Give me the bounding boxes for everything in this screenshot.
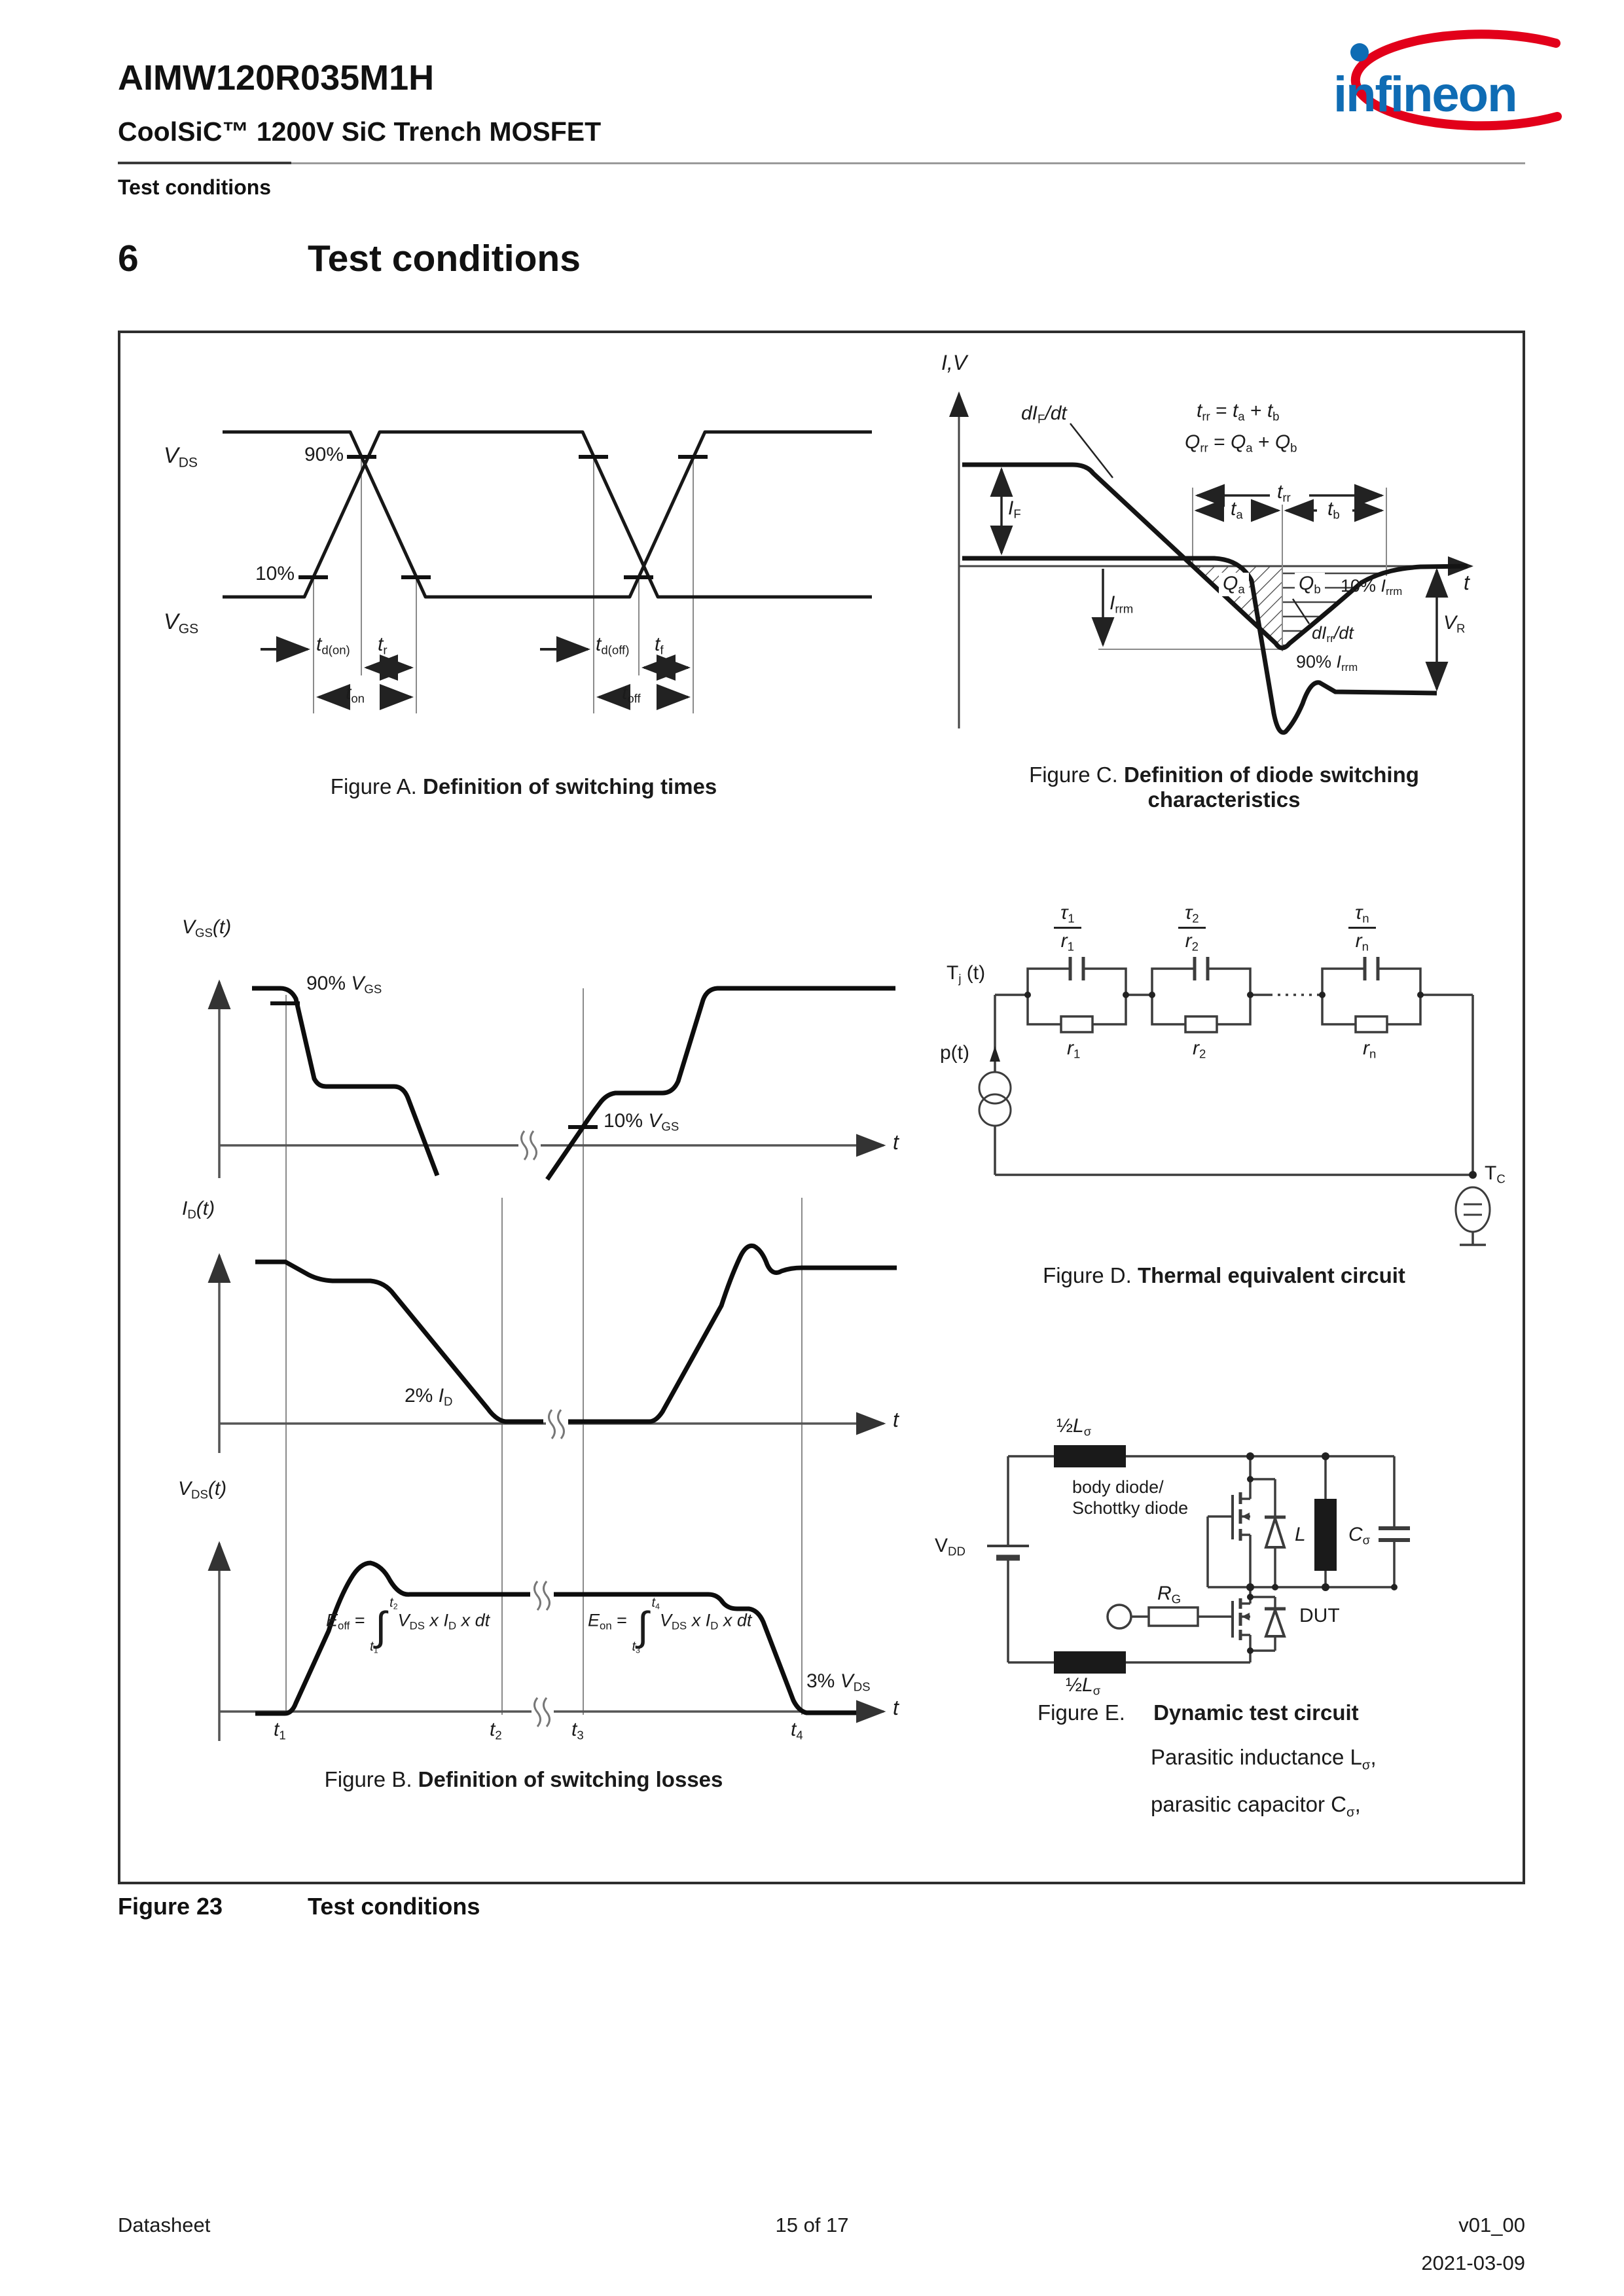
- figure-c-caption: Figure C. Definition of diode switching characteristics: [1029, 762, 1419, 812]
- high-side-diode-icon: [1265, 1517, 1286, 1547]
- figure-b-vgs-graphic: [164, 890, 916, 1198]
- body-diode-label-line2: Schottky diode: [1072, 1498, 1189, 1518]
- tj-label: $T_j$ (t): [947, 962, 986, 986]
- footer-page-number: 15 of 17: [775, 2214, 849, 2236]
- tb-label: $t_b$: [1324, 498, 1344, 522]
- b3-t-axis-label: t: [893, 1696, 899, 1719]
- section-title: Test conditions: [308, 238, 581, 279]
- id-t-waveform-fall: [255, 1262, 543, 1422]
- logo-i-dot-icon: [1350, 43, 1369, 62]
- id-t-axis-label: $I_D(t)$: [182, 1198, 215, 1221]
- vds-axis-label: $V_{DS}$: [164, 443, 198, 471]
- vdd-label: $V_{DD}$: [935, 1535, 965, 1558]
- gate-resistor: [1149, 1607, 1198, 1626]
- r2-label: $r_2$: [1193, 1037, 1206, 1061]
- irrm-label: $I_{rrm}$: [1110, 592, 1134, 616]
- footer-date: 2021-03-09: [1421, 2251, 1525, 2274]
- dut-label: DUT: [1299, 1605, 1340, 1626]
- load-inductor: [1314, 1499, 1337, 1571]
- figure-a-caption: Figure A. Definition of switching times: [330, 774, 717, 798]
- id-t-waveform-rise: [566, 1246, 897, 1422]
- dirr-dt-label: $dI_{rr}/dt$: [1312, 623, 1354, 645]
- figure-b-id-graphic: [164, 1198, 916, 1460]
- b1-axes: [219, 982, 884, 1178]
- l-label: L: [1295, 1524, 1306, 1545]
- dif-dt-label: $dI_F/dt$: [1021, 403, 1067, 426]
- trr-equation: $t_{rr} = t_a + t_b$: [1197, 400, 1280, 423]
- figure-e-note1: Parasitic inductance $L_\sigma$,: [1151, 1745, 1377, 1773]
- vgs-t-axis-label: $V_{GS}(t)$: [182, 916, 232, 940]
- ninety-pct-irrm-label: 90% $I_{rrm}$: [1296, 652, 1358, 674]
- current-source-icon: [979, 1072, 1011, 1126]
- half-lsigma-top-label: $\frac{1}{2}L_\sigma$: [1056, 1415, 1092, 1439]
- footer-doc-type: Datasheet: [118, 2214, 211, 2236]
- logo-wordmark: infineon: [1333, 67, 1517, 122]
- taun-fraction: $\frac{\tau_n}{r_n}$: [1348, 902, 1376, 954]
- b1-t-axis-label: t: [893, 1130, 899, 1154]
- figure-b-id-plot: [164, 1198, 916, 1460]
- qrr-equation: $Q_{rr} = Q_a + Q_b$: [1185, 431, 1297, 455]
- t-axis-label: t: [1464, 571, 1470, 594]
- infineon-logo-graphic: [1293, 18, 1574, 139]
- b3-plateau-break: [532, 1580, 554, 1610]
- qa-label: $Q_a$: [1219, 573, 1249, 596]
- half-lsigma-bottom-label: $\frac{1}{2}L_\sigma$: [1066, 1674, 1101, 1698]
- t1-tick-label: $t_1$: [274, 1719, 286, 1742]
- figure-e-note2: parasitic capacitor $C_\sigma$,: [1151, 1792, 1361, 1820]
- vr-label: $V_R$: [1443, 612, 1466, 636]
- ta-label: $t_a$: [1227, 498, 1247, 522]
- figure23-label: Figure 23: [118, 1893, 223, 1920]
- ninety-pct-vgs-label: 90% $V_{GS}$: [306, 973, 382, 996]
- figure23-title: Test conditions: [308, 1893, 480, 1920]
- c-sigma-label: $C_\sigma$: [1348, 1524, 1371, 1547]
- dut-mosfet-arrow: [1242, 1613, 1250, 1621]
- vdd-battery-icon: [987, 1546, 1029, 1558]
- b2-reference-lines: [286, 1198, 802, 1460]
- vgs-t-waveform-rise: [547, 988, 895, 1179]
- body-diode-label-line1: body diode/: [1072, 1477, 1164, 1497]
- page-title: AIMW120R035M1H: [118, 58, 435, 98]
- ten-percent-label: 10%: [255, 563, 295, 584]
- figure-b-caption: Figure B. Definition of switching losses: [324, 1767, 723, 1791]
- tr-label: $t_r$: [378, 634, 388, 657]
- b1-axis-break: [518, 1130, 541, 1161]
- power-arrow-icon: [990, 1046, 1000, 1062]
- vds-t-axis-label: $V_{DS}(t)$: [178, 1478, 227, 1501]
- figure-a: [164, 367, 877, 733]
- two-pct-id-label: 2% $I_D$: [405, 1385, 453, 1408]
- figure-a-plot: [164, 367, 877, 733]
- r1-label: $r_1$: [1067, 1037, 1081, 1061]
- td-on-label: $t_{d(on)}$: [316, 634, 350, 657]
- t4-tick-label: $t_4$: [791, 1719, 803, 1742]
- b2-axis-break: [546, 1408, 568, 1439]
- eoff-equation: $E_{off}$ = $t_2$ ∫ $t_1$ $V_{DS}$ x $I_D$ x dt: [326, 1596, 490, 1656]
- qb-label: $Q_b$: [1295, 573, 1325, 596]
- trr-label: $t_{rr}$: [1273, 481, 1295, 505]
- ton-label: $t_{on}$: [346, 682, 365, 706]
- tf-label: $t_f$: [655, 634, 664, 657]
- vgs-axis-label: $V_{GS}$: [164, 609, 199, 637]
- figure-c: [916, 350, 1492, 743]
- ten-pct-vgs-label: 10% $V_{GS}$: [604, 1110, 679, 1134]
- vgs-t-waveform-fall: [252, 988, 437, 1175]
- b3-axis-break: [532, 1696, 554, 1727]
- t2-tick-label: $t_2$: [490, 1719, 502, 1742]
- iv-axis-label: I,V: [941, 351, 967, 374]
- c-sigma-capacitor-icon: [1379, 1528, 1410, 1540]
- rg-label: $R_G$: [1157, 1583, 1182, 1606]
- three-pct-vds-label: 3% $V_{DS}$: [806, 1670, 871, 1694]
- toff-label: $t_{off}$: [622, 682, 641, 706]
- figure-b-vgs-plot: [164, 890, 916, 1198]
- header-section-label: Test conditions: [118, 175, 272, 199]
- figure-e-circuit: [916, 1401, 1492, 1698]
- figure-e: [916, 1401, 1492, 1698]
- footer-version: v01_00: [1458, 2214, 1525, 2236]
- voltage-source-icon: [1456, 1187, 1490, 1232]
- gate-driver-icon: [1108, 1605, 1131, 1628]
- header-rule-dark: [118, 162, 291, 164]
- ninety-percent-label: 90%: [304, 444, 344, 465]
- dut-diode-icon: [1265, 1609, 1286, 1636]
- figure-b-vds-plot: [164, 1460, 916, 1754]
- stray-inductor-top: [1054, 1445, 1126, 1467]
- header-rule-light: [291, 162, 1525, 164]
- t3-tick-label: $t_3$: [571, 1719, 584, 1742]
- rn-label: $r_n$: [1363, 1037, 1377, 1061]
- pt-label: p(t): [940, 1042, 969, 1064]
- rc-cells: [1028, 957, 1420, 1032]
- high-side-mosfet-arrow: [1242, 1513, 1250, 1520]
- figure-b-vds-graphic: [164, 1460, 916, 1754]
- if-label: $I_F$: [1008, 497, 1021, 521]
- tau2-fraction: $\frac{\tau_2}{r_2}$: [1178, 902, 1206, 954]
- figure-d-circuit: [936, 897, 1512, 1244]
- figure-d-caption: Figure D. Thermal equivalent circuit: [1043, 1263, 1405, 1287]
- stray-inductor-bottom: [1054, 1651, 1126, 1674]
- tau1-fraction: $\frac{\tau_1}{r_1}$: [1054, 902, 1081, 954]
- section-number: 6: [118, 238, 139, 279]
- ten-pct-irrm-label: 10% $I_{rrm}$: [1341, 576, 1403, 598]
- infineon-logo: [1293, 18, 1574, 139]
- td-off-label: $t_{d(off)}$: [596, 634, 630, 657]
- tc-label: $T_C$: [1485, 1162, 1506, 1186]
- figure-e-caption: Figure E. Dynamic test circuit: [1038, 1700, 1359, 1725]
- b1-level-ticks: [270, 1003, 598, 1127]
- eon-equation: $E_{on}$ = $t_4$ ∫ $t_3$ $V_{DS}$ x $I_D$ x dt: [588, 1596, 752, 1656]
- page-subtitle: CoolSiC™ 1200V SiC Trench MOSFET: [118, 117, 602, 147]
- figure-d: [936, 897, 1512, 1244]
- b2-t-axis-label: t: [893, 1408, 899, 1431]
